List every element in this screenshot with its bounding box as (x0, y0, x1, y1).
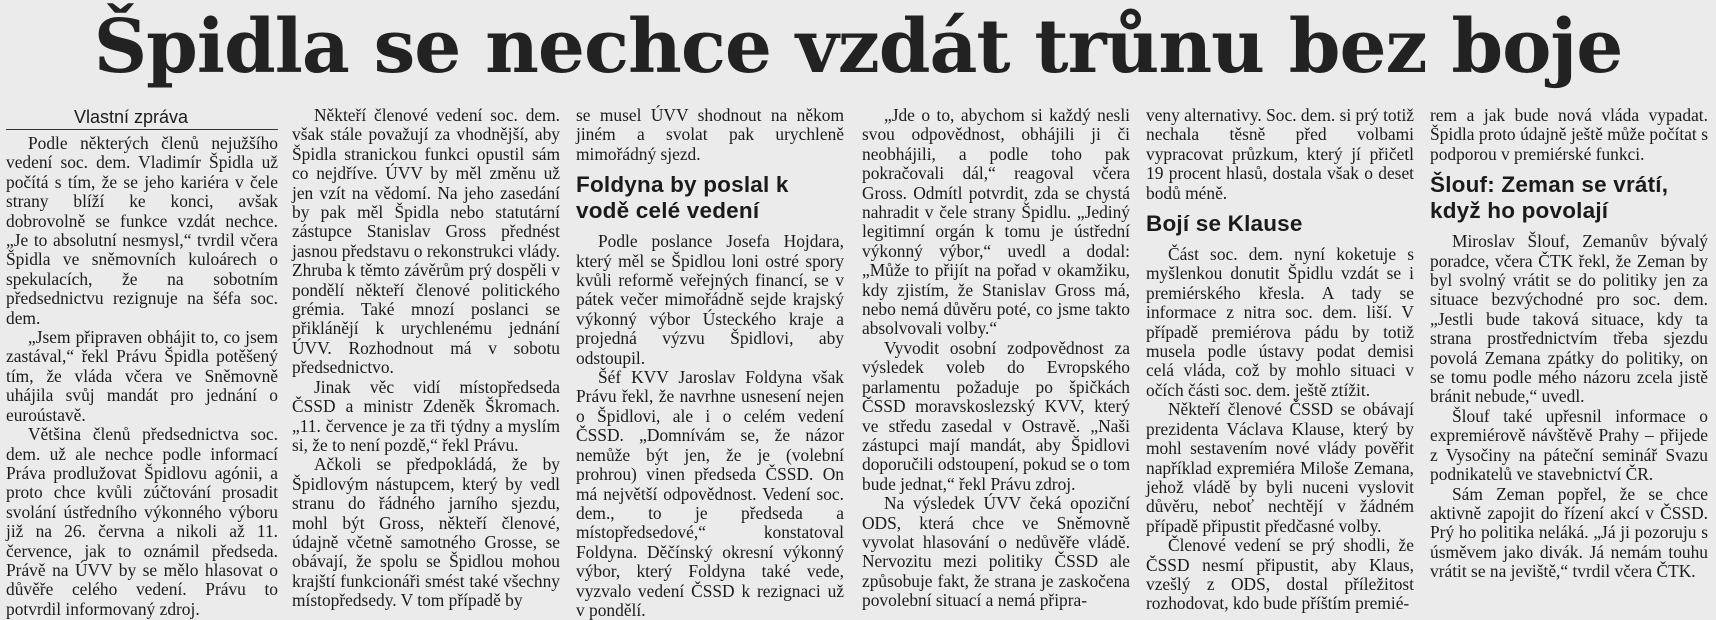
article-column-2 (292, 105, 560, 611)
paragraph: Sám Zeman popřel, že se chce aktivně zapojit do řízení akcí v ČSSD. Prý ho politika neláká. „Já ji pozoruju s úsměvem jako divák. Já nemám touhu vrátit se na jeviště,“ tvrdil včera ČTK. (1430, 483, 1708, 582)
paragraph: Členové vedení se prý shodli, že ČSSD nesmí připustit, aby Klaus, vzešlý z ODS, dostal příležitost rozhodovat, kdo bude příštím premié- (1146, 535, 1414, 614)
paragraph: Většina členů předsednictva soc. dem. už ale nechce podle informací Práva prodlužovat Špidlovu agónii, a proto chce kvůli zúčtování prosadit svolání ústředního výkonného výboru již na 26. června a nikoli až 11. července, jak to oznámil předseda. Právě na ÚVV by se mělo hlasovat o důvěře celého vedení. Právu to potvrdil informovaný zdroj. (6, 424, 278, 619)
subheading: Foldyna by poslal k vodě celé vedení (576, 172, 789, 224)
paragraph: „Jsem připraven obhájit to, co jsem zastával,“ řekl Právu Špidla potěšený tím, že vláda včera ve Sněmovně uhájila svůj mandát pro jednání o euroústavě. (6, 327, 278, 425)
paragraph: Podle některých členů nejužšího vedení soc. dem. Vladimír Špidla už počítá s tím, že se jeho kariéra v čele strany blíží ke konci, avšak dobrovolně se funkce vzdát nechce. „Je to absolutní nesmysl,“ tvrdil včera Špidla ve sněmovních kuloárech o spekulacích, že na sobotním předsednictvu rezignuje na šéfa soc. dem. (6, 133, 278, 328)
byline-rule (6, 106, 278, 130)
paragraph: Miroslav Šlouf, Zemanův bývalý poradce, včera ČTK řekl, že Zeman by byl svolný vrátit se do politiky jen za situace bezvýchodné pro soc. dem. „Jestli bude taková situace, kdy ta strana prostřednictvím třeba sjezdu povolá Zemana zpátky do politiky, on se tomu podle mého názoru zcela jistě bránit nebude,“ uvedl. (1430, 231, 1708, 407)
paragraph: Jinak věc vidí místopředseda ČSSD a ministr Zdeněk Škromach. „11. července je za tři týdny a myslím si, že to není pozdě,“ řekl Právu. (292, 376, 560, 455)
subheading: Šlouf: Zeman se vrátí, když ho povolají (1430, 172, 1669, 224)
paragraph: Šéf KVV Jaroslav Foldyna však Právu řekl, že navrhne usnesení nejen o Špidlovi, ale i o celém vedení ČSSD. „Domnívám se, že názor nemůže být jen, že je (volební prohrou) vinen předseda ČSSD. On má největší odpovědnost. Vedení soc. dem., to je předseda a místopředsedové,“ konstatoval Foldyna. Děčínský okresní výkonný výbor, který Foldyna také vede, vyzvalo vedení ČSSD k rezignaci už v pondělí. (576, 367, 844, 620)
paragraph: „Jde o to, abychom si každý nesli svou odpovědnost, obhájili ji či neobhájili, a podle toho pak pokračovali dál,“ reagoval včera Gross. Odmítl potvrdit, zda se chystá nahradit v čele strany Špidlu. „Jediný legitimní orgán k tomu je ústřední výkonný výbor,“ uvedl a dodal: „Může to přijít na pořad v okamžiku, kdy zjistím, že Stanislav Gross má, nebo nemá důvěru poté, co jsme takto absolvovali volby.“ (862, 105, 1130, 339)
paragraph: Někteří členové ČSSD se obávají prezidenta Václava Klause, který by mohl sestavením nové vlády pověřit například expremiéra Miloše Zemana, jehož vládě by byli nuceni vyslovit důvěru, neboť nechtějí v žádném případě připustit předčasné volby. (1146, 399, 1414, 536)
paragraph: se musel ÚVV shodnout na někom jiném a svolat pak urychleně mimořádný sjezd. (576, 105, 844, 164)
paragraph: Šlouf také upřesnil informace o expremiérově návštěvě Prahy – přijede z Vysočiny na páteční seminář Svazu podnikatelů ve stavebnictví ČR. (1430, 405, 1708, 485)
paragraph: rem a jak bude nová vláda vypadat. Špidla proto údajně ještě může počítat s podporou v premiérské funkci. (1430, 105, 1708, 164)
article-column-3 (576, 105, 844, 620)
subheading: Bojí se Klause (1146, 211, 1303, 237)
paragraph: Část soc. dem. nyní koketuje s myšlenkou donutit Špidlu vzdát se i premiérského křesla. A tady se informace z nitra soc. dem. liší. V případě premiérova pádu by totiž musela podle ústavy podat demisi celá vláda, což by mohlo situaci v očích části soc. dem. ještě ztížit. (1146, 244, 1414, 400)
paragraph: Na výsledek ÚVV čeká opoziční ODS, která chce ve Sněmovně vyvolat hlasování o nedůvěře vládě. Nervozitu mezi politiky ČSSD ale způsobuje fakt, že strana je zaskočena povolební situací a nemá připra- (862, 493, 1130, 611)
article-column-5 (1146, 105, 1414, 614)
paragraph: Podle poslance Josefa Hojdara, který měl se Špidlou loni ostré spory kvůli reformě veřejných financí, se v pátek večer mimořádně sejde krajský výkonný výbor Ústeckého kraje a projedná výzvu Špidlovi, aby odstoupil. (576, 231, 844, 368)
paragraph: Někteří členové vedení soc. dem. však stále považují za vhodnější, aby Špidla stranickou funkci opustil sám co nejdříve. ÚVV by měl změnu už jen vzít na vědomí. Na jeho zasedání by pak měl Špidla nebo statutární zástupce Stanislav Gross přednést jasnou představu o rekonstrukci vlády. Zhruba k těmto závěrům prý dospěli v pondělí někteří členové politického grémia. Také mnozí poslanci se přiklánějí k urychlenému jednání ÚVV. Rozhodnout má v sobotu předsednictvo. (292, 105, 560, 378)
byline: Vlastní zpráva (74, 107, 189, 127)
headline: Špidla se nechce vzdát trůnu bez boje (93, 4, 1623, 90)
paragraph: veny alternativy. Soc. dem. si prý totiž nechala těsně před volbami vypracovat průzkum, který jí přičetl 19 procent hlasů, dostala však o deset bodů méně. (1146, 105, 1414, 203)
paragraph: Vyvodit osobní zodpovědnost za výsledek voleb do Evropského parlamentu požaduje po špičkách ČSSD moravskoslezský KVV, který ve středu zasedal v Ostravě. „Naši zástupci mají mandát, aby Špidlovi doporučili odstoupení, pokud se o tom bude jednat,“ řekl Právu zdroj. (862, 337, 1130, 494)
article-column-1 (6, 106, 278, 619)
article-column-6 (1430, 105, 1708, 582)
article-column-4 (862, 105, 1130, 611)
paragraph: Ačkoli se předpokládá, že by Špidlovým nástupcem, který by vedl stranu do řádného jarního sjezdu, mohl být Gross, někteří členové, údajně včetně samotného Grosse, se obávají, že spolu se Špidlou mohou krajští funkcionáři smést také všechny místopředsedy. V tom případě by (292, 454, 560, 611)
